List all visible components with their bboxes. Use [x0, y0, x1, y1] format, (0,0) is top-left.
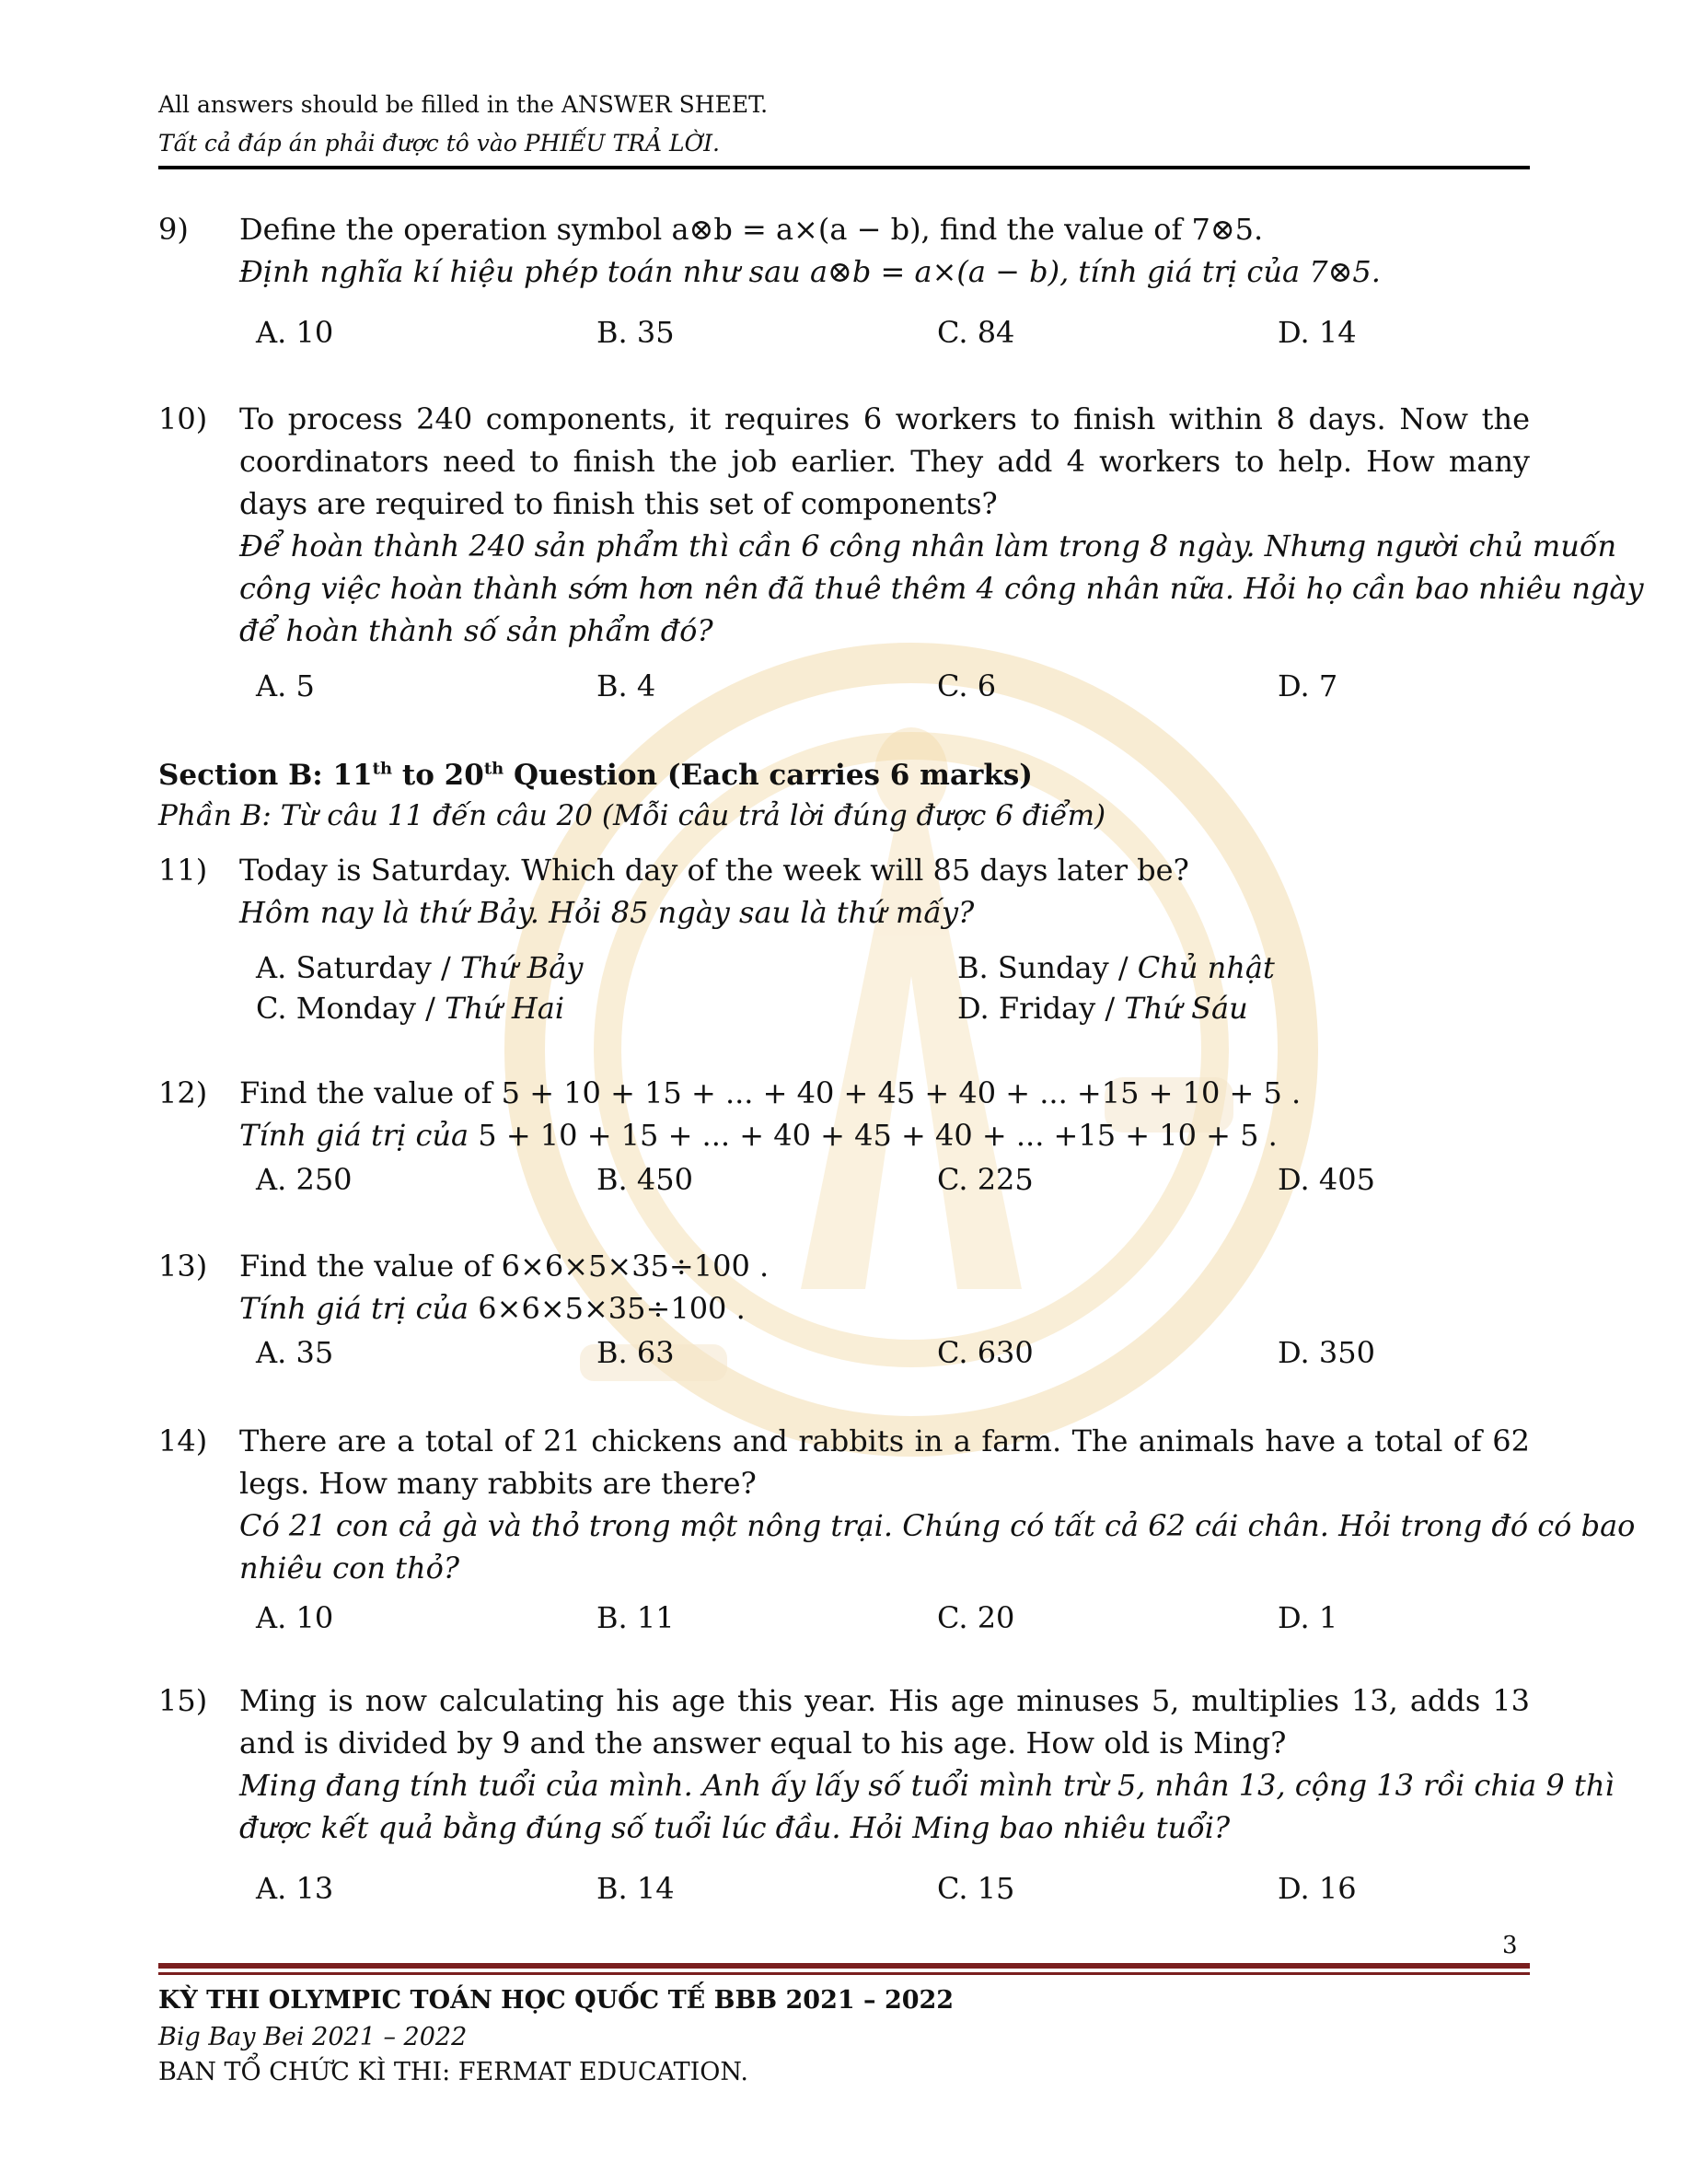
- option-a[interactable]: A. 13: [256, 1871, 334, 1906]
- option-b[interactable]: B. 450: [596, 1162, 693, 1197]
- question-text-en: and is divided by 9 and the answer equal to his age. How old is Ming?: [239, 1725, 1287, 1760]
- header-instruction-vi: Tất cả đáp án phải được tô vào PHIẾU TRẢ LỜI.: [158, 130, 720, 157]
- footer-rule: [158, 1963, 1530, 1969]
- question-text-vi: Hôm nay là thứ Bảy. Hỏi 85 ngày sau là thứ mấy?: [239, 895, 975, 930]
- question-text-en: days are required to finish this set of components?: [239, 486, 998, 521]
- question-number: 11): [158, 853, 208, 888]
- header-instruction-en: All answers should be filled in the ANSWER SHEET.: [158, 91, 769, 118]
- section-title-sup: th: [372, 760, 393, 779]
- page-number: 3: [1502, 1932, 1518, 1959]
- question-text-vi: Có 21 con cả gà và thỏ trong một nông trại. Chúng có tất cả 62 cái chân. Hỏi trong đó có bao: [239, 1508, 1636, 1543]
- question-text-vi: công việc hoàn thành sớm hơn nên đã thuê thêm 4 công nhân nữa. Hỏi họ cần bao nhiêu ngày: [239, 571, 1644, 606]
- option-c[interactable]: C. Monday / Thứ Hai: [256, 991, 565, 1026]
- option-a[interactable]: A. 250: [256, 1162, 353, 1197]
- math-expression: 5 + 10 + 15 + ... + 40 + 45 + 40 + ... +15 + 10 + 5 .: [478, 1118, 1278, 1153]
- question-number: 10): [158, 401, 208, 436]
- option-a[interactable]: A. Saturday / Thứ Bảy: [256, 950, 584, 985]
- answer-options: [256, 947, 1530, 1031]
- question-number: 12): [158, 1075, 208, 1110]
- option-b[interactable]: B. Sunday / Chủ nhật: [957, 950, 1275, 985]
- option-a[interactable]: A. 5: [256, 668, 315, 703]
- option-b[interactable]: B. 35: [596, 315, 675, 350]
- footer-organizer: BAN TỔ CHỨC KÌ THI: FERMAT EDUCATION.: [158, 2058, 748, 2086]
- math-expression: 6×6×5×35÷100 .: [478, 1291, 746, 1326]
- footer-rule-thin: [158, 1972, 1530, 1975]
- question-text-en: Find the value of 5 + 10 + 15 + ... + 40 + 45 + 40 + ... +15 + 10 + 5 .: [239, 1075, 1302, 1110]
- question-text-vi: để hoàn thành số sản phẩm đó?: [239, 613, 713, 648]
- question-text-vi: Định nghĩa kí hiệu phép toán như sau a⊗b = a×(a − b), tính giá trị của 7⊗5.: [239, 254, 1381, 289]
- question-number: 15): [158, 1683, 208, 1718]
- watermark-seal: [460, 589, 1362, 1528]
- question-text-vi: nhiêu con thỏ?: [239, 1551, 460, 1586]
- question-text-vi: Tính giá trị của 6×6×5×35÷100 .: [239, 1291, 746, 1326]
- option-d[interactable]: D. 14: [1278, 315, 1357, 350]
- question-text-en: Ming is now calculating his age this year. His age minuses 5, multiplies 13, adds 13: [239, 1683, 1530, 1718]
- answer-options: [256, 1597, 1530, 1639]
- answer-options: [256, 311, 1530, 354]
- option-d[interactable]: D. 1: [1278, 1600, 1338, 1635]
- section-title-part: to 20: [392, 759, 484, 793]
- question-text-en: Today is Saturday. Which day of the week will 85 days later be?: [239, 853, 1189, 888]
- option-d[interactable]: D. 16: [1278, 1871, 1357, 1906]
- question-text-vi: được kết quả bằng đúng số tuổi lúc đầu. Hỏi Ming bao nhiêu tuổi?: [239, 1810, 1231, 1845]
- option-d[interactable]: D. 350: [1278, 1335, 1375, 1370]
- option-c[interactable]: C. 20: [937, 1600, 1015, 1635]
- math-expression: 5 + 10 + 15 + ... + 40 + 45 + 40 + ... +15 + 10 + 5 .: [501, 1075, 1302, 1110]
- math-expression: 6×6×5×35÷100 .: [501, 1249, 770, 1284]
- question-number: 14): [158, 1423, 208, 1458]
- option-a[interactable]: A. 10: [256, 315, 334, 350]
- question-9: [158, 208, 1530, 365]
- option-c[interactable]: C. 630: [937, 1335, 1034, 1370]
- question-text-en: coordinators need to finish the job earlier. They add 4 workers to help. How many: [239, 444, 1530, 479]
- option-b[interactable]: B. 11: [596, 1600, 675, 1635]
- footer-subtitle: Big Bay Bei 2021 – 2022: [158, 2023, 468, 2051]
- question-13: [158, 1245, 1530, 1383]
- answer-options: [256, 1158, 1530, 1201]
- section-title-sup: th: [483, 760, 504, 779]
- question-10: [158, 398, 1644, 711]
- option-c[interactable]: C. 84: [937, 315, 1015, 350]
- question-15: [158, 1679, 1615, 1910]
- option-c[interactable]: C. 15: [937, 1871, 1015, 1906]
- footer-title: KỲ THI OLYMPIC TOÁN HỌC QUỐC TẾ BBB 2021 – 2022: [158, 1986, 955, 2015]
- question-number: 13): [158, 1249, 208, 1284]
- option-b[interactable]: B. 63: [596, 1335, 675, 1370]
- question-text-en: Define the operation symbol a⊗b = a×(a − b), find the value of 7⊗5.: [239, 212, 1264, 247]
- question-text-vi: Ming đang tính tuổi của mình. Anh ấy lấy số tuổi mình trừ 5, nhân 13, cộng 13 rồi chia 9 thì: [239, 1768, 1615, 1803]
- option-d[interactable]: D. 405: [1278, 1162, 1375, 1197]
- question-text-vi: Tính giá trị của 5 + 10 + 15 + ... + 40 + 45 + 40 + ... +15 + 10 + 5 .: [239, 1118, 1278, 1153]
- section-title-part: Section B: 11: [158, 759, 373, 793]
- question-text-en: legs. How many rabbits are there?: [239, 1466, 757, 1501]
- option-c[interactable]: C. 225: [937, 1162, 1034, 1197]
- option-d[interactable]: D. 7: [1278, 668, 1338, 703]
- question-number: 9): [158, 212, 189, 247]
- question-11: [158, 849, 1530, 1033]
- question-14: [158, 1420, 1636, 1641]
- answer-options: [256, 1867, 1530, 1910]
- option-a[interactable]: A. 10: [256, 1600, 334, 1635]
- question-12: [158, 1072, 1530, 1210]
- option-c[interactable]: C. 6: [937, 668, 997, 703]
- option-b[interactable]: B. 14: [596, 1871, 675, 1906]
- option-d[interactable]: D. Friday / Thứ Sáu: [957, 991, 1248, 1026]
- section-b-heading: [158, 749, 1530, 836]
- question-text-en: Find the value of 6×6×5×35÷100 .: [239, 1249, 770, 1284]
- header-rule: [158, 166, 1530, 169]
- section-b-heading-vi: Phần B: Từ câu 11 đến câu 20 (Mỗi câu trả lời đúng được 6 điểm): [158, 799, 1106, 833]
- question-text-vi: Để hoàn thành 240 sản phẩm thì cần 6 công nhân làm trong 8 ngày. Nhưng người chủ muốn: [239, 529, 1617, 563]
- option-a[interactable]: A. 35: [256, 1335, 334, 1370]
- answer-options: [256, 665, 1530, 707]
- option-b[interactable]: B. 4: [596, 668, 656, 703]
- answer-options: [256, 1331, 1530, 1374]
- question-text-en: There are a total of 21 chickens and rabbits in a farm. The animals have a total of 62: [239, 1423, 1530, 1458]
- section-title-part: Question (Each carries 6 marks): [504, 759, 1033, 793]
- question-text-en: To process 240 components, it requires 6 workers to finish within 8 days. Now the: [239, 401, 1530, 436]
